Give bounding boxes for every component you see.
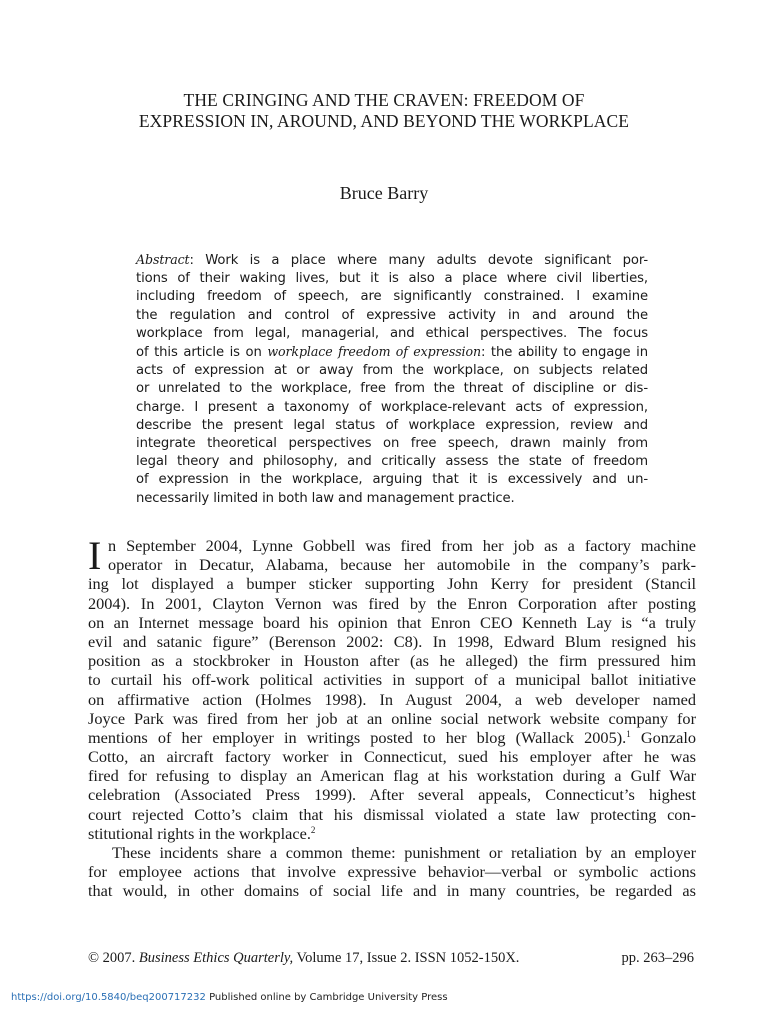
abstract-emphasis: workplace freedom of expression [267,344,481,360]
drop-cap: I [88,533,102,578]
abstract-label: Abstract [136,252,190,267]
body-line: celebration (Associated Press 1999). After several appeals, Connecticut’s highest [88,785,696,805]
abstract-line: of this article is on workplace freedom of expression: the ability to engage in [136,344,648,361]
abstract [136,251,648,508]
body-line: that would, in other domains of social life and in many countries, be regarded as [88,881,696,901]
body-line: fired for refusing to display an American flag at his workstation during a Gulf War [88,766,696,786]
abstract-line: acts of expression at or away from the workplace, on subjects related [136,363,648,379]
abstract-line: describe the present legal status of workplace expression, review and [136,417,648,433]
body-line: on an Internet message board his opinion that Enron CEO Kenneth Lay is “a truly [88,612,696,632]
body-line: court rejected Cotto’s claim that his dismissal violated a state law protecting con- [88,804,696,824]
title-line-1: THE CRINGING AND THE CRAVEN: FREEDOM OF [183,90,585,110]
abstract-line: legal theory and philosophy, and critically assess the state of freedom [136,454,648,470]
body-line: Joyce Park was fired from her job at an online social network website company for [88,708,696,728]
body-line: to curtail his off-work political activities in support of a municipal ballot initiative [88,670,696,690]
abstract-line: integrate theoretical perspectives on free speech, drawn mainly from [136,436,648,452]
footnote-marker[interactable]: 1 [626,728,631,739]
title-line-2: EXPRESSION IN, AROUND, AND BEYOND THE WORKPLACE [138,111,630,131]
body-line: mentions of her employer in writings posted to her blog (Wallack 2005).$^1$ Gonzalo [88,727,696,747]
abstract-line: tions of their waking lives, but it is also a place where civil liberties, [136,271,648,287]
body-line: stitutional rights in the workplace.$^2$ [88,823,316,843]
journal-name: Business Ethics Quarterly, [138,950,294,966]
body-line: for employee actions that involve expressive behavior—verbal or symbolic actions [88,862,696,882]
body-line: position as a stockbroker in Houston after (as he alleged) the firm pressured him [88,651,696,671]
abstract-line: of expression in the workplace, arguing that it is excessively and un- [136,472,648,488]
body-line: n September 2004, Lynne Gobbell was fired from her job as a factory machine [108,536,696,555]
abstract-line: the regulation and control of expressive activity in and around the [136,307,648,323]
citation: © 2007. Business Ethics Quarterly, Volume 17, Issue 2. ISSN 1052-150X. [88,950,520,966]
article-title [60,90,708,132]
body-line: operator in Decatur, Alabama, because her automobile in the company’s park- [108,555,696,575]
page-range: pp. 263–296 [621,950,694,966]
author-name: Bruce Barry [339,183,429,203]
abstract-line: necessarily limited in both law and management practice. [136,490,515,506]
abstract-line: or unrelated to the workplace, free from the threat of discipline or dis- [136,381,648,397]
doi-link[interactable]: https://doi.org/10.5840/beq200717232 [11,992,206,1003]
abstract-line: workplace from legal, managerial, and ethical perspectives. The focus [136,325,648,341]
abstract-line: including freedom of speech, are significantly constrained. I examine [136,289,648,305]
body-line: These incidents share a common theme: punishment or retaliation by an employer [112,843,696,862]
abstract-line: Abstract: Work is a place where many adults devote significant por- [136,252,648,268]
abstract-line: charge. I present a taxonomy of workplace-relevant acts of expression, [136,399,648,415]
doi-bar [11,992,448,1004]
body-text [88,533,696,901]
body-line: evil and satanic figure” (Berenson 2002: C8). In 1998, Edward Blum resigned his [88,631,696,651]
body-line: on affirmative action (Holmes 1998). In August 2004, a web developer named [88,689,696,709]
body-line: ing lot displayed a bumper sticker supporting John Kerry for president (Stancil [88,574,696,594]
body-line: 2004). In 2001, Clayton Vernon was fired by the Enron Corporation after posting [88,593,696,613]
footnote-marker[interactable]: 2 [310,824,316,835]
published-online-text: Published online by Cambridge University Press [209,992,448,1003]
body-line: Cotto, an aircraft factory worker in Connecticut, sued his employer after he was [88,747,696,767]
